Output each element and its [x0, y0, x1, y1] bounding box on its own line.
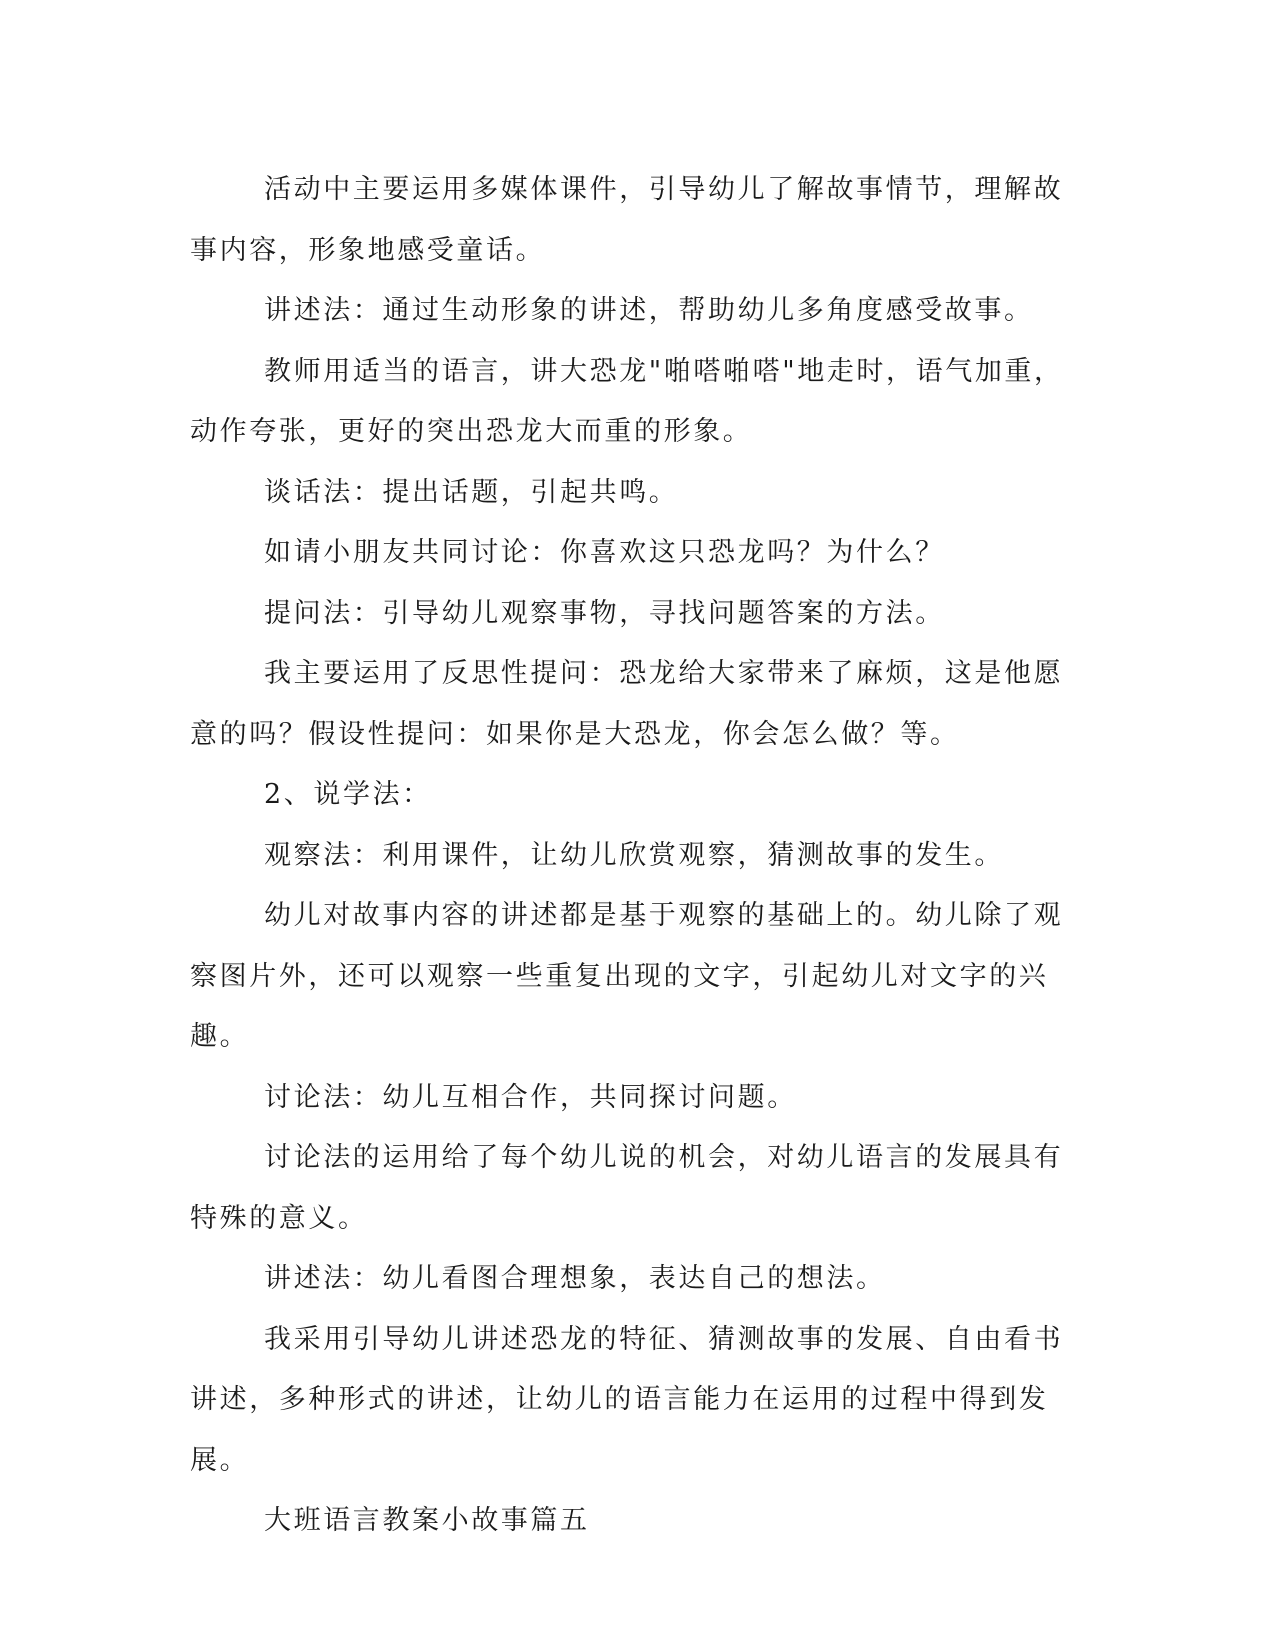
article-title-part-5: 大班语言教案小故事篇五 [264, 1505, 590, 1536]
paragraph-12: 讨论法的运用给了每个幼儿说的机会，对幼儿语言的发展具有特殊的意义。 [190, 1142, 1064, 1234]
paragraph-14: 我采用引导幼儿讲述恐龙的特征、猜测故事的发展、自由看书讲述，多种形式的讲述，让幼儿的语言能力在运用的过程中得到发展。 [190, 1323, 1064, 1476]
paragraph-3: 教师用适当的语言，讲大恐龙"啪嗒啪嗒"地走时，语气加重，动作夸张，更好的突出恐龙大而重的形象。 [190, 355, 1064, 447]
paragraph-6: 提问法：引导幼儿观察事物，寻找问题答案的方法。 [264, 597, 945, 629]
paragraph-13: 讲述法：幼儿看图合理想象，表达自己的想法。 [264, 1263, 886, 1294]
section-heading-2: 2、说学法： [264, 779, 432, 810]
paragraph-9: 观察法：利用课件，让幼儿欣赏观察，猜测故事的发生。 [264, 839, 1004, 871]
paragraph-11: 讨论法：幼儿互相合作，共同探讨问题。 [264, 1081, 797, 1113]
paragraph-2: 讲述法：通过生动形象的讲述，帮助幼儿多角度感受故事。 [264, 295, 1034, 326]
document-body [190, 160, 1070, 1552]
paragraph-4: 谈话法：提出话题，引起共鸣。 [264, 476, 679, 508]
paragraph-10: 幼儿对故事内容的讲述都是基于观察的基础上的。幼儿除了观察图片外，还可以观察一些重复出现的文字，引起幼儿对文字的兴趣。 [190, 900, 1064, 1052]
paragraph-5: 如请小朋友共同讨论：你喜欢这只恐龙吗？为什么？ [264, 537, 945, 568]
paragraph-7: 我主要运用了反思性提问：恐龙给大家带来了麻烦，这是他愿意的吗？假设性提问：如果你是大恐龙，你会怎么做？等。 [190, 658, 1064, 750]
paragraph-1: 活动中主要运用多媒体课件，引导幼儿了解故事情节，理解故事内容，形象地感受童话。 [190, 174, 1064, 266]
